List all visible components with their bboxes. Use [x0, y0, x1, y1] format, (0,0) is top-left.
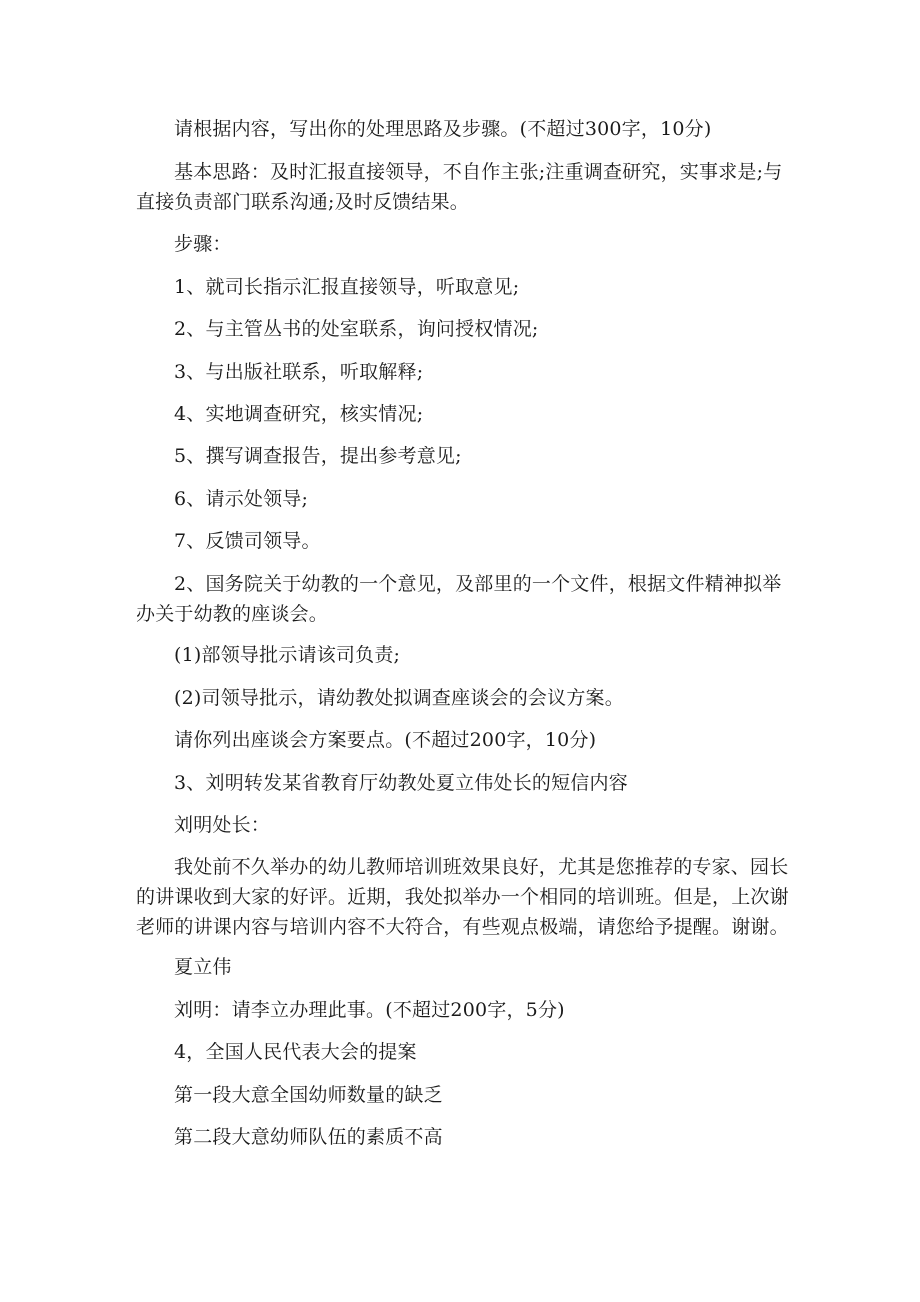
question-2-paragraph: 2、国务院关于幼教的一个意见，及部里的一个文件，根据文件精神拟举办关于幼教的座谈会。: [136, 573, 782, 625]
step-4: 4、实地调查研究，核实情况;: [174, 403, 424, 425]
step-2: 2、与主管丛书的处室联系，询问授权情况;: [174, 318, 539, 340]
summary-paragraph-2: 第二段大意幼师队伍的素质不高: [174, 1126, 443, 1148]
question-2-task: 请你列出座谈会方案要点。(不超过200字，10分): [174, 729, 597, 751]
step-3: 3、与出版社联系，听取解释;: [174, 361, 424, 383]
summary-paragraph-1: 第一段大意全国幼师数量的缺乏: [174, 1084, 443, 1106]
step-5: 5、撰写调查报告，提出参考意见;: [174, 445, 462, 467]
step-1: 1、就司长指示汇报直接领导，听取意见;: [174, 276, 520, 298]
instruction-1: (1)部领导批示请该司负责;: [174, 644, 401, 666]
question-3-paragraph: 3、刘明转发某省教育厅幼教处夏立伟处长的短信内容: [174, 772, 628, 794]
letter-salutation: 刘明处长：: [174, 814, 271, 836]
task-instruction-paragraph: 请根据内容，写出你的处理思路及步骤。(不超过300字，10分): [174, 118, 712, 140]
step-7: 7、反馈司领导。: [174, 530, 321, 552]
question-4-paragraph: 4，全国人民代表大会的提案: [174, 1041, 417, 1063]
instruction-2: (2)司领导批示，请幼教处拟调查座谈会的会议方案。: [174, 687, 624, 709]
letter-body: 我处前不久举办的幼儿教师培训班效果良好，尤其是您推荐的专家、园长的讲课收到大家的好评。近期，我处拟举办一个相同的培训班。但是，上次谢老师的讲课内容与培训内容不大符合，有些观点极端，请您给予提醒。谢谢。: [136, 856, 789, 938]
basic-approach-paragraph: 基本思路：及时汇报直接领导，不自作主张;注重调查研究，实事求是;与直接负责部门联系沟通;及时反馈结果。: [136, 161, 783, 213]
step-6: 6、请示处领导;: [174, 488, 309, 510]
letter-signature: 夏立伟: [174, 956, 232, 978]
steps-heading: 步骤：: [174, 233, 232, 255]
question-3-task: 刘明：请李立办理此事。(不超过200字，5分): [174, 999, 565, 1021]
